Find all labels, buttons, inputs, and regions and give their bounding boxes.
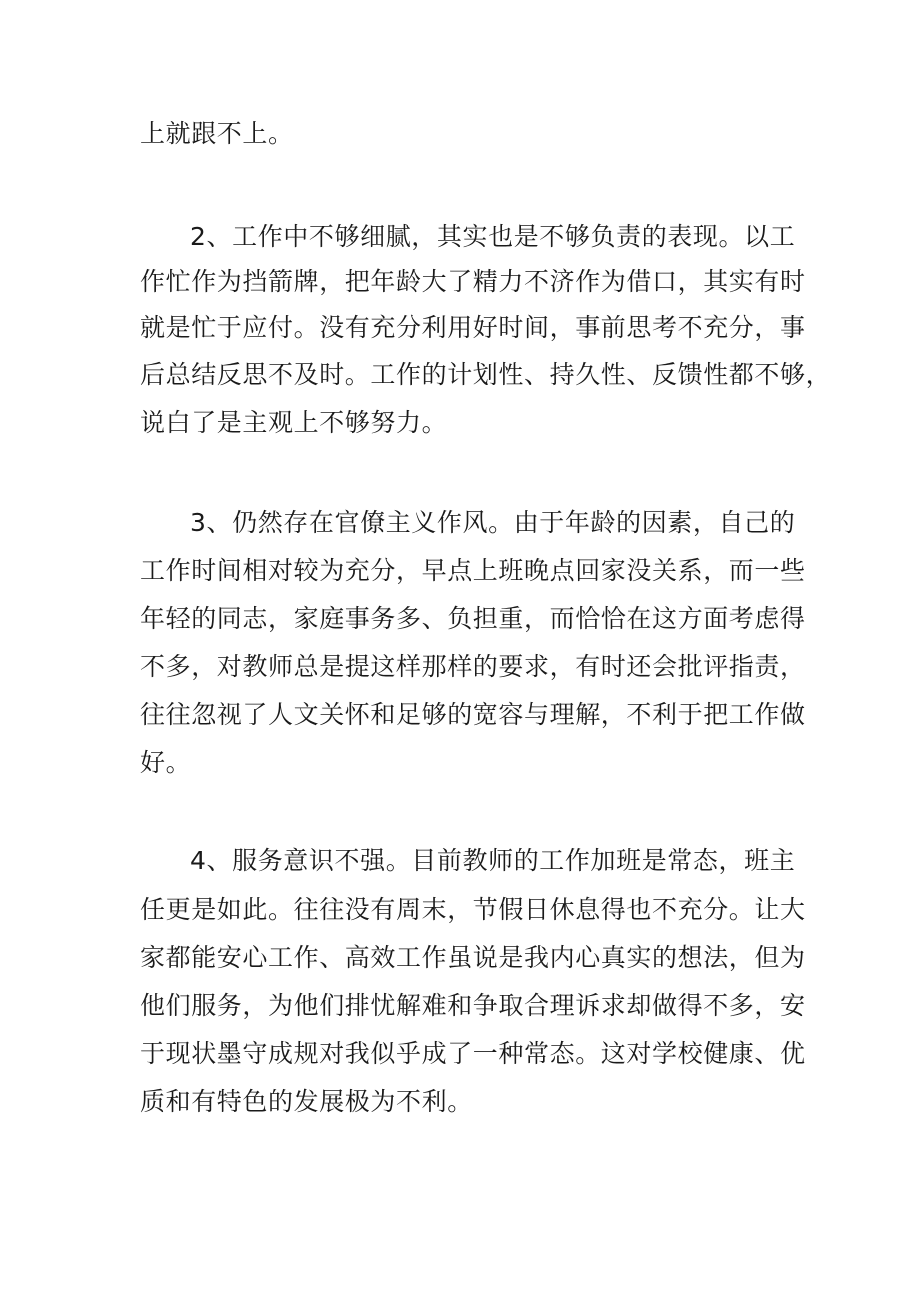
text-line: 工作时间相对较为充分，早点上班晚点回家没关系，而一些: [140, 556, 806, 585]
text-line: 往往忽视了人文关怀和足够的宽容与理解，不利于把工作做: [140, 700, 806, 729]
text-line: 说白了是主观上不够努力。: [140, 408, 448, 437]
paragraph-2-first-line: 2、工作中不够细腻，其实也是不够负责的表现。以工: [190, 222, 796, 251]
text-line: 家都能安心工作、高效工作虽说是我内心真实的想法，但为: [140, 943, 806, 972]
paragraph-3-first-line: 3、仍然存在官僚主义作风。由于年龄的因素，自己的: [190, 508, 796, 537]
text-line: 作忙作为挡箭牌，把年龄大了精力不济作为借口，其实有时: [140, 267, 806, 296]
text-line: 质和有特色的发展极为不利。: [140, 1087, 473, 1116]
text-line: 他们服务，为他们排忧解难和争取合理诉求却做得不多，安: [140, 991, 806, 1020]
text-line: 年轻的同志，家庭事务多、负担重，而恰恰在这方面考虑得: [140, 604, 806, 633]
text-line: 于现状墨守成规对我似乎成了一种常态。这对学校健康、优: [140, 1039, 806, 1068]
paragraph-4-first-line: 4、服务意识不强。目前教师的工作加班是常态，班主: [190, 846, 796, 875]
text-line: 后总结反思不及时。工作的计划性、持久性、反馈性都不够，: [140, 360, 832, 389]
text-line: 上就跟不上。: [140, 119, 294, 148]
text-line: 任更是如此。往往没有周末，节假日休息得也不充分。让大: [140, 895, 806, 924]
text-line: 就是忙于应付。没有充分利用好时间，事前思考不充分，事: [140, 313, 806, 342]
text-line: 不多，对教师总是提这样那样的要求，有时还会批评指责，: [140, 652, 806, 681]
text-line: 好。: [140, 748, 192, 777]
